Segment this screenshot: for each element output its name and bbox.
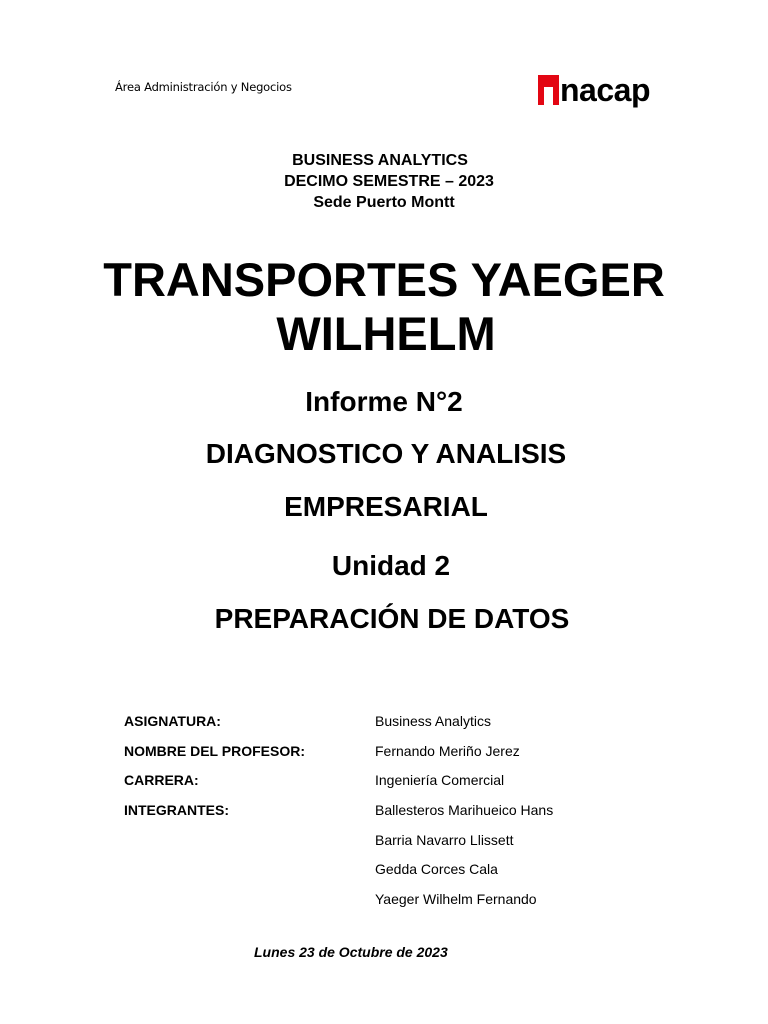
title-line-2: WILHELM: [276, 307, 496, 360]
course-name: BUSINESS ANALYTICS: [292, 152, 468, 169]
inacap-logo-text: nacap: [560, 72, 650, 108]
inacap-logo-mark-icon: [538, 75, 559, 105]
integrante-item: Ballesteros Marihueico Hans: [375, 802, 554, 818]
document-date: Lunes 23 de Octubre de 2023: [254, 944, 448, 960]
asignatura-label: ASIGNATURA:: [124, 713, 221, 729]
title-line-1: TRANSPORTES YAEGER: [103, 253, 665, 306]
unit-topic: PREPARACIÓN DE DATOS: [214, 603, 570, 634]
integrante-item: Gedda Corces Cala: [375, 861, 498, 877]
report-number: Informe N°2: [305, 386, 463, 417]
asignatura-value: Business Analytics: [375, 713, 491, 729]
carrera-label: CARRERA:: [124, 772, 199, 788]
profesor-label: NOMBRE DEL PROFESOR:: [124, 743, 305, 759]
campus: Sede Puerto Montt: [313, 194, 455, 211]
profesor-value: Fernando Meriño Jerez: [375, 743, 520, 759]
carrera-value: Ingeniería Comercial: [375, 772, 505, 788]
integrante-item: Barria Navarro Llissett: [375, 832, 514, 848]
page-title: [0, 253, 768, 361]
integrante-item: Yaeger Wilhelm Fernando: [375, 891, 537, 907]
unit-label: Unidad 2: [331, 550, 451, 581]
report-subject-line-1: DIAGNOSTICO Y ANALISIS: [205, 438, 567, 469]
semester: DECIMO SEMESTRE – 2023: [284, 173, 494, 190]
area-label: Área Administración y Negocios: [115, 80, 292, 94]
report-subject-line-2: EMPRESARIAL: [284, 491, 488, 522]
course-header: [0, 150, 768, 213]
inacap-logo: [538, 71, 650, 108]
integrantes-label: INTEGRANTES:: [124, 802, 229, 818]
